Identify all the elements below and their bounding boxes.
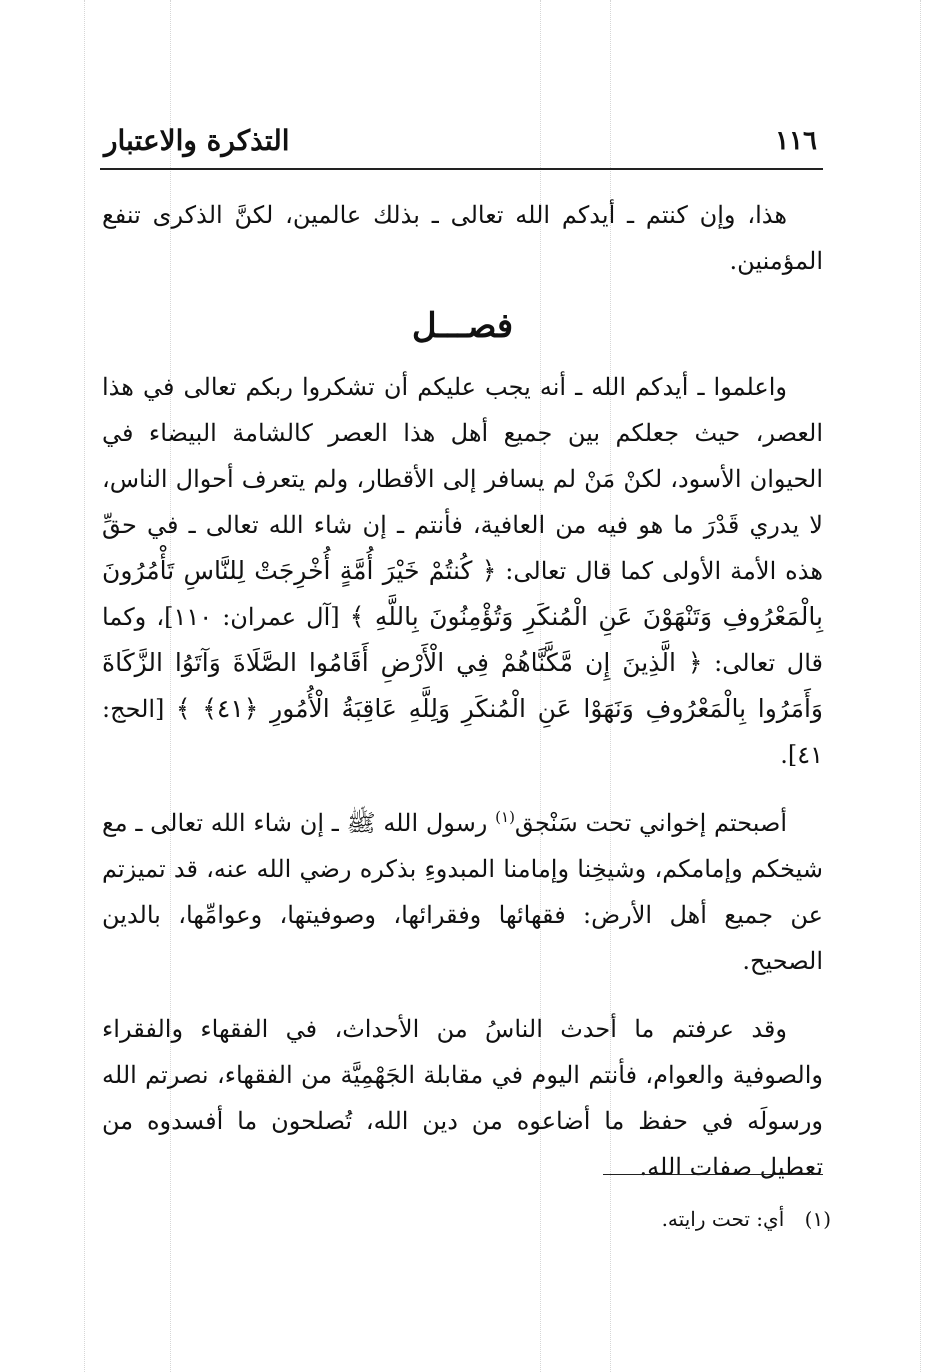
footnote-divider — [603, 1174, 823, 1175]
page-number: ١١٦ — [775, 126, 817, 156]
page-header — [100, 122, 823, 170]
paragraph-text: واعلموا ـ أيدكم الله ـ أنه يجب عليكم أن تشكروا ربكم تعالى في هذا العصر، حيث جعلكم بين جميع أهل هذا العصر كالشامة البيضاء في الحيوان الأسود، لكنْ مَنْ لم يسافر إلى الأقطار، ولم يتعرف أحوال الناس، لا يدري قَدْرَ ما هو فيه من العافية، فأنتم ـ إن شاء الله تعالى ـ في حقِّ هذه الأمة الأولى كما قال تعالى: — [102, 373, 824, 585]
paragraph-3: وقد عرفتم ما أحدث الناسُ من الأحداث، في الفقهاء والفقراء والصوفية والعوام، فأنتم اليوم في مقابلة الجَهْمِيَّة من الفقهاء، نصرتم الله ورسولَه في حفظ ما أضاعوه من دين الله، تُصلحون ما أفسدوه من تعطيل صفات الله. — [102, 1015, 823, 1181]
paragraph-text: أصبحتم إخواني تحت سَنْجق — [514, 809, 788, 837]
paragraph-text: رسول الله ﷺ ـ إن شاء الله تعالى ـ مع شيخكم وإمامكم، وشيخِنا وإمامنا المبدوءِ بذكره رضي الله عنه، قد تميزتم عن جميع أهل الأرض: فقهائها وفقرائها، وصوفيتها، وعوامِّها، بالدين الصحيح. — [102, 809, 823, 975]
paragraph-2 — [102, 800, 823, 984]
footnote-reference[interactable]: (١) — [495, 808, 515, 826]
verse-citation: [آل عمران: ١١٠]، وكما قال تعالى: — [102, 603, 824, 677]
quran-verse: ﴿ كُنتُمْ خَيْرَ أُمَّةٍ أُخْرِجَتْ لِلنَّاسِ تَأْمُرُونَ بِالْمَعْرُوفِ وَتَنْهَوْنَ عَنِ الْمُنكَرِ وَتُؤْمِنُونَ بِاللَّهِ ﴾ — [102, 556, 824, 631]
running-title: التذكرة والاعتبار — [104, 124, 290, 157]
scan-artifact-line — [84, 0, 85, 1372]
footnote-text: أي: تحت رايته. — [661, 1207, 785, 1231]
page-body — [102, 192, 823, 1190]
paragraph-1 — [102, 364, 823, 778]
section-heading: فصـــل — [411, 306, 514, 346]
scan-artifact-line — [920, 0, 921, 1372]
intro-paragraph: هذا، وإن كنتم ـ أيدكم الله تعالى ـ بذلك عالمين، لكنَّ الذكرى تنفع المؤمنين. — [102, 201, 823, 275]
footnote — [662, 1204, 831, 1234]
footnote-number: (١) — [804, 1207, 831, 1231]
quran-verse: ﴿ الَّذِينَ إِن مَّكَّنَّاهُمْ فِي الْأَرْضِ أَقَامُوا الصَّلَاةَ وَآتَوُا الزَّكَاةَ وَأَمَرُوا بِالْمَعْرُوفِ وَنَهَوْا عَنِ الْمُنكَرِ وَلِلَّهِ عَاقِبَةُ الْأُمُورِ ﴿٤١﴾ ﴾ — [102, 648, 823, 723]
verse-citation: [الحج: ٤١]. — [102, 695, 823, 769]
